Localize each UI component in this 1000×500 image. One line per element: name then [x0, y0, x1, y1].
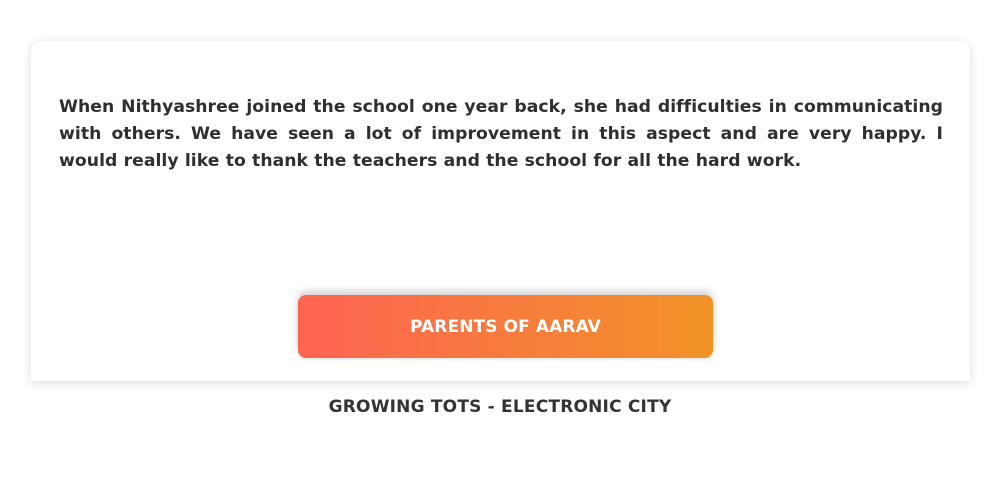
- parents-of-aarav-button[interactable]: PARENTS OF AARAV: [298, 295, 713, 358]
- testimonial-text: When Nithyashree joined the school one year back, she had difficulties in communicating with others. We have seen a lot of improvement in this aspect and are very happy. I would really like to thank the teachers and the school for all the hard work.: [59, 97, 943, 171]
- card-bottom-fade: [31, 375, 970, 381]
- school-name: GROWING TOTS - ELECTRONIC CITY: [328, 397, 672, 417]
